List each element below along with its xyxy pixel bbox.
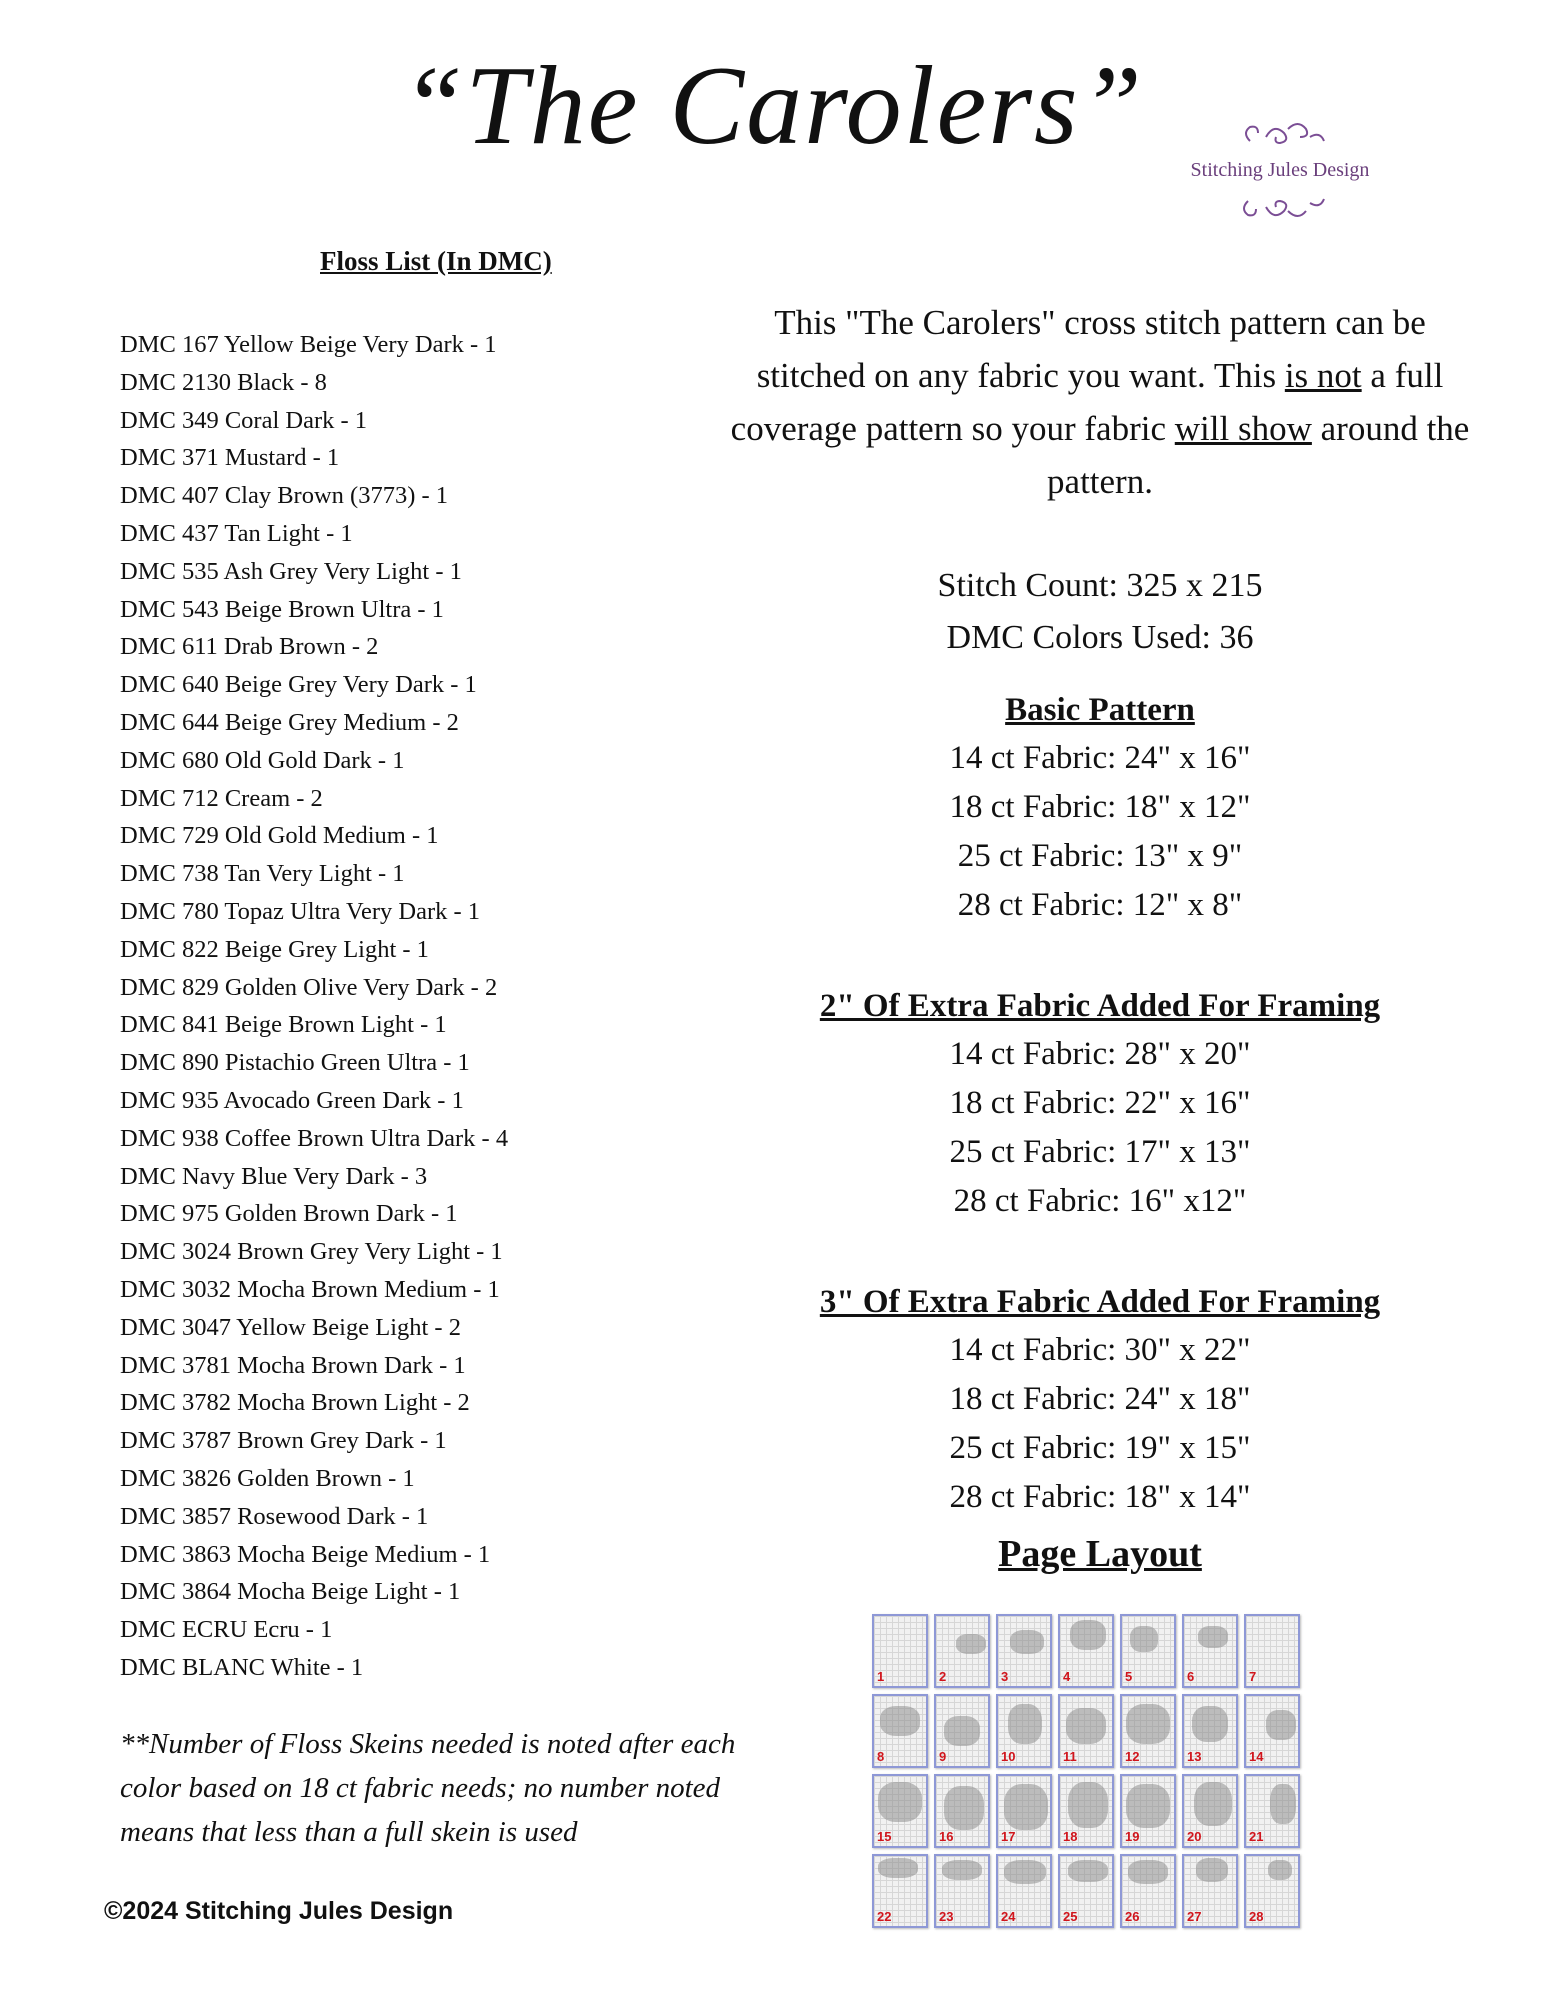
fabric-size-row: 18 ct Fabric: 22" x 16" (949, 1085, 1251, 1121)
pattern-preview-shape (878, 1858, 918, 1878)
pattern-page-thumbnail (934, 1854, 990, 1928)
floss-item: DMC 2130 Black - 8 (120, 368, 327, 396)
floss-item: DMC 975 Golden Brown Dark - 1 (120, 1200, 458, 1228)
pattern-page-thumbnail (996, 1774, 1052, 1848)
page-number: 21 (1249, 1829, 1264, 1844)
floss-item: DMC Navy Blue Very Dark - 3 (120, 1162, 428, 1190)
page-number: 28 (1249, 1909, 1264, 1924)
page-number: 8 (877, 1749, 885, 1764)
page-number: 12 (1125, 1749, 1140, 1764)
pattern-preview-shape (1068, 1860, 1108, 1882)
basic-pattern-section (720, 686, 1480, 930)
page-number: 5 (1125, 1669, 1133, 1684)
floss-item: DMC 841 Beige Brown Light - 1 (120, 1011, 447, 1039)
floss-item: DMC 535 Ash Grey Very Light - 1 (120, 557, 462, 585)
page-number: 7 (1249, 1669, 1257, 1684)
pattern-page-thumbnail (1120, 1774, 1176, 1848)
pattern-preview-shape (1066, 1708, 1106, 1744)
pattern-preview-shape (1270, 1784, 1296, 1824)
page-number: 10 (1001, 1749, 1016, 1764)
floss-item: DMC 611 Drab Brown - 2 (120, 633, 379, 661)
fabric-size-row: 18 ct Fabric: 18" x 12" (949, 789, 1251, 825)
pattern-page-thumbnail (996, 1854, 1052, 1928)
page-number: 27 (1187, 1909, 1202, 1924)
floss-item: DMC 3047 Yellow Beige Light - 2 (120, 1313, 461, 1341)
page-number: 25 (1063, 1909, 1078, 1924)
pattern-preview-shape (1198, 1626, 1228, 1648)
fabric-size-row: 28 ct Fabric: 12" x 8" (957, 887, 1243, 923)
pattern-page-thumbnail (1120, 1614, 1176, 1688)
page-number: 18 (1063, 1829, 1078, 1844)
floss-item: DMC 829 Golden Olive Very Dark - 2 (120, 973, 498, 1001)
pattern-preview-shape (1266, 1710, 1296, 1740)
extra-2in-section (720, 982, 1480, 1226)
page-number: 3 (1001, 1669, 1009, 1684)
pattern-preview-shape (1126, 1784, 1170, 1828)
floss-item: DMC 680 Old Gold Dark - 1 (120, 746, 405, 774)
pattern-page-thumbnail (934, 1614, 990, 1688)
page-number: 11 (1063, 1749, 1077, 1764)
page-number: 4 (1063, 1669, 1071, 1684)
floss-item: DMC 407 Clay Brown (3773) - 1 (120, 482, 449, 510)
fabric-size-row: 14 ct Fabric: 28" x 20" (949, 1036, 1251, 1072)
floss-item: DMC 3782 Mocha Brown Light - 2 (120, 1389, 470, 1417)
floss-item: DMC 437 Tan Light - 1 (120, 519, 353, 547)
floss-item: DMC 3781 Mocha Brown Dark - 1 (120, 1351, 466, 1379)
extra-3in-heading: 3" Of Extra Fabric Added For Framing (819, 1284, 1381, 1320)
extra-3in-section (720, 1278, 1480, 1522)
floss-item: DMC 3857 Rosewood Dark - 1 (120, 1502, 429, 1530)
pattern-preview-shape (1004, 1860, 1046, 1884)
floss-item: DMC 543 Beige Brown Ultra - 1 (120, 595, 444, 623)
pattern-page-thumbnail (872, 1614, 928, 1688)
pattern-preview-shape (1010, 1630, 1044, 1654)
pattern-preview-shape (1070, 1620, 1106, 1650)
fabric-size-row: 14 ct Fabric: 30" x 22" (949, 1332, 1251, 1368)
pattern-page-thumbnail (1058, 1614, 1114, 1688)
pattern-page-thumbnail (1058, 1774, 1114, 1848)
floss-item: DMC 349 Coral Dark - 1 (120, 406, 368, 434)
pattern-preview-shape (1126, 1704, 1170, 1744)
page-layout-grid (872, 1614, 1300, 1928)
floss-item: DMC 780 Topaz Ultra Very Dark - 1 (120, 897, 481, 925)
floss-item: DMC 935 Avocado Green Dark - 1 (120, 1086, 464, 1114)
pattern-page-thumbnail (872, 1694, 928, 1768)
floss-item: DMC 3863 Mocha Beige Medium - 1 (120, 1540, 491, 1568)
page-number: 24 (1001, 1909, 1016, 1924)
pattern-preview-shape (1268, 1860, 1292, 1880)
page-number: 15 (877, 1829, 892, 1844)
intro-paragraph (720, 296, 1480, 508)
intro-text-3: around the pattern. (1047, 409, 1470, 501)
floss-item: DMC 729 Old Gold Medium - 1 (120, 822, 439, 850)
pattern-preview-shape (1068, 1782, 1108, 1828)
pattern-preview-shape (1194, 1782, 1232, 1826)
floss-item: DMC 3864 Mocha Beige Light - 1 (120, 1578, 461, 1606)
fabric-size-row: 28 ct Fabric: 16" x12" (953, 1183, 1247, 1219)
floss-item: DMC 938 Coffee Brown Ultra Dark - 4 (120, 1124, 509, 1152)
pattern-page-thumbnail (1244, 1774, 1300, 1848)
page-number: 16 (939, 1829, 954, 1844)
floss-item: DMC 712 Cream - 2 (120, 784, 323, 812)
floss-item: DMC 3032 Mocha Brown Medium - 1 (120, 1275, 500, 1303)
floss-item: DMC 890 Pistachio Green Ultra - 1 (120, 1049, 470, 1077)
intro-text-2: a full coverage pattern so your fabric (730, 356, 1444, 448)
floss-item: DMC 822 Beige Grey Light - 1 (120, 935, 429, 963)
logo-text: Stitching Jules Design (1190, 159, 1370, 181)
pattern-page-thumbnail (934, 1774, 990, 1848)
pattern-page-thumbnail (1120, 1694, 1176, 1768)
pattern-page-thumbnail (1182, 1614, 1238, 1688)
pattern-preview-shape (878, 1782, 922, 1822)
copyright: ©2024 Stitching Jules Design (104, 1897, 454, 1925)
pattern-page-thumbnail (1244, 1614, 1300, 1688)
floss-item: DMC 3024 Brown Grey Very Light - 1 (120, 1238, 503, 1266)
page-number: 13 (1187, 1749, 1202, 1764)
pattern-page-thumbnail (872, 1854, 928, 1928)
page-number: 20 (1187, 1829, 1202, 1844)
fabric-size-row: 25 ct Fabric: 13" x 9" (957, 838, 1243, 874)
pattern-page-thumbnail (1058, 1854, 1114, 1928)
page-number: 26 (1125, 1909, 1140, 1924)
pattern-preview-shape (944, 1786, 984, 1830)
floss-item: DMC 738 Tan Very Light - 1 (120, 860, 405, 888)
floss-item: DMC 371 Mustard - 1 (120, 444, 340, 472)
pattern-page-thumbnail (1182, 1694, 1238, 1768)
page-number: 23 (939, 1909, 954, 1924)
colors-used: DMC Colors Used: 36 (946, 619, 1254, 656)
pattern-preview-shape (944, 1716, 980, 1746)
pattern-page-thumbnail (934, 1694, 990, 1768)
floss-item: DMC ECRU Ecru - 1 (120, 1616, 333, 1644)
page-number: 17 (1001, 1829, 1016, 1844)
pattern-page-thumbnail (1244, 1854, 1300, 1928)
fabric-size-row: 28 ct Fabric: 18" x 14" (949, 1479, 1251, 1515)
floss-item: DMC 640 Beige Grey Very Dark - 1 (120, 671, 477, 699)
floss-list-heading: Floss List (In DMC) (320, 246, 552, 276)
pattern-preview-shape (942, 1860, 982, 1880)
pattern-page-thumbnail (1182, 1774, 1238, 1848)
pattern-page-thumbnail (1058, 1694, 1114, 1768)
intro-text-1: This "The Carolers" cross stitch pattern can be stitched on any fabric you want. This (756, 303, 1426, 395)
pattern-stats (720, 560, 1480, 664)
fabric-size-row: 18 ct Fabric: 24" x 18" (949, 1381, 1251, 1417)
page-number: 6 (1187, 1669, 1195, 1684)
brand-logo (1170, 115, 1390, 235)
pattern-page-thumbnail (1120, 1854, 1176, 1928)
floss-item: DMC 3826 Golden Brown - 1 (120, 1464, 415, 1492)
page-layout-heading: Page Layout (998, 1533, 1202, 1575)
page-number: 2 (939, 1669, 947, 1684)
page-number: 22 (877, 1909, 892, 1924)
fabric-size-row: 14 ct Fabric: 24" x 16" (949, 740, 1251, 776)
pattern-page-thumbnail (996, 1614, 1052, 1688)
pattern-page-thumbnail (1182, 1854, 1238, 1928)
basic-pattern-heading: Basic Pattern (1005, 692, 1195, 728)
pattern-preview-shape (956, 1634, 986, 1654)
intro-emphasis-is-not: is not (1284, 356, 1362, 395)
extra-2in-heading: 2" Of Extra Fabric Added For Framing (819, 988, 1381, 1024)
floss-item: DMC 3787 Brown Grey Dark - 1 (120, 1427, 447, 1455)
fabric-size-row: 25 ct Fabric: 19" x 15" (949, 1430, 1251, 1466)
pattern-preview-shape (1196, 1858, 1228, 1882)
pattern-preview-shape (1004, 1784, 1048, 1830)
pattern-preview-shape (1192, 1706, 1228, 1742)
floss-item: DMC 644 Beige Grey Medium - 2 (120, 708, 459, 736)
pattern-preview-shape (1008, 1704, 1042, 1744)
floss-list (120, 326, 508, 1687)
pattern-page-thumbnail (872, 1774, 928, 1848)
pattern-preview-shape (1128, 1860, 1168, 1884)
intro-emphasis-will-show: will show (1174, 409, 1312, 448)
fabric-size-row: 25 ct Fabric: 17" x 13" (949, 1134, 1251, 1170)
pattern-title: “The Carolers” (401, 44, 1144, 168)
pattern-preview-shape (880, 1706, 920, 1736)
pattern-page-thumbnail (996, 1694, 1052, 1768)
floss-note: **Number of Floss Skeins needed is noted after each color based on 18 ct fabric needs; no number noted means that less than a full skein is used (120, 1728, 736, 1848)
floss-item: DMC BLANC White - 1 (120, 1653, 364, 1681)
floss-item: DMC 167 Yellow Beige Very Dark - 1 (120, 331, 497, 358)
page-number: 9 (939, 1749, 947, 1764)
page-number: 19 (1125, 1829, 1140, 1844)
page-number: 14 (1249, 1749, 1264, 1764)
pattern-page-thumbnail (1244, 1694, 1300, 1768)
page-number: 1 (877, 1669, 885, 1684)
pattern-preview-shape (1130, 1626, 1158, 1652)
stitch-count: Stitch Count: 325 x 215 (937, 567, 1263, 604)
